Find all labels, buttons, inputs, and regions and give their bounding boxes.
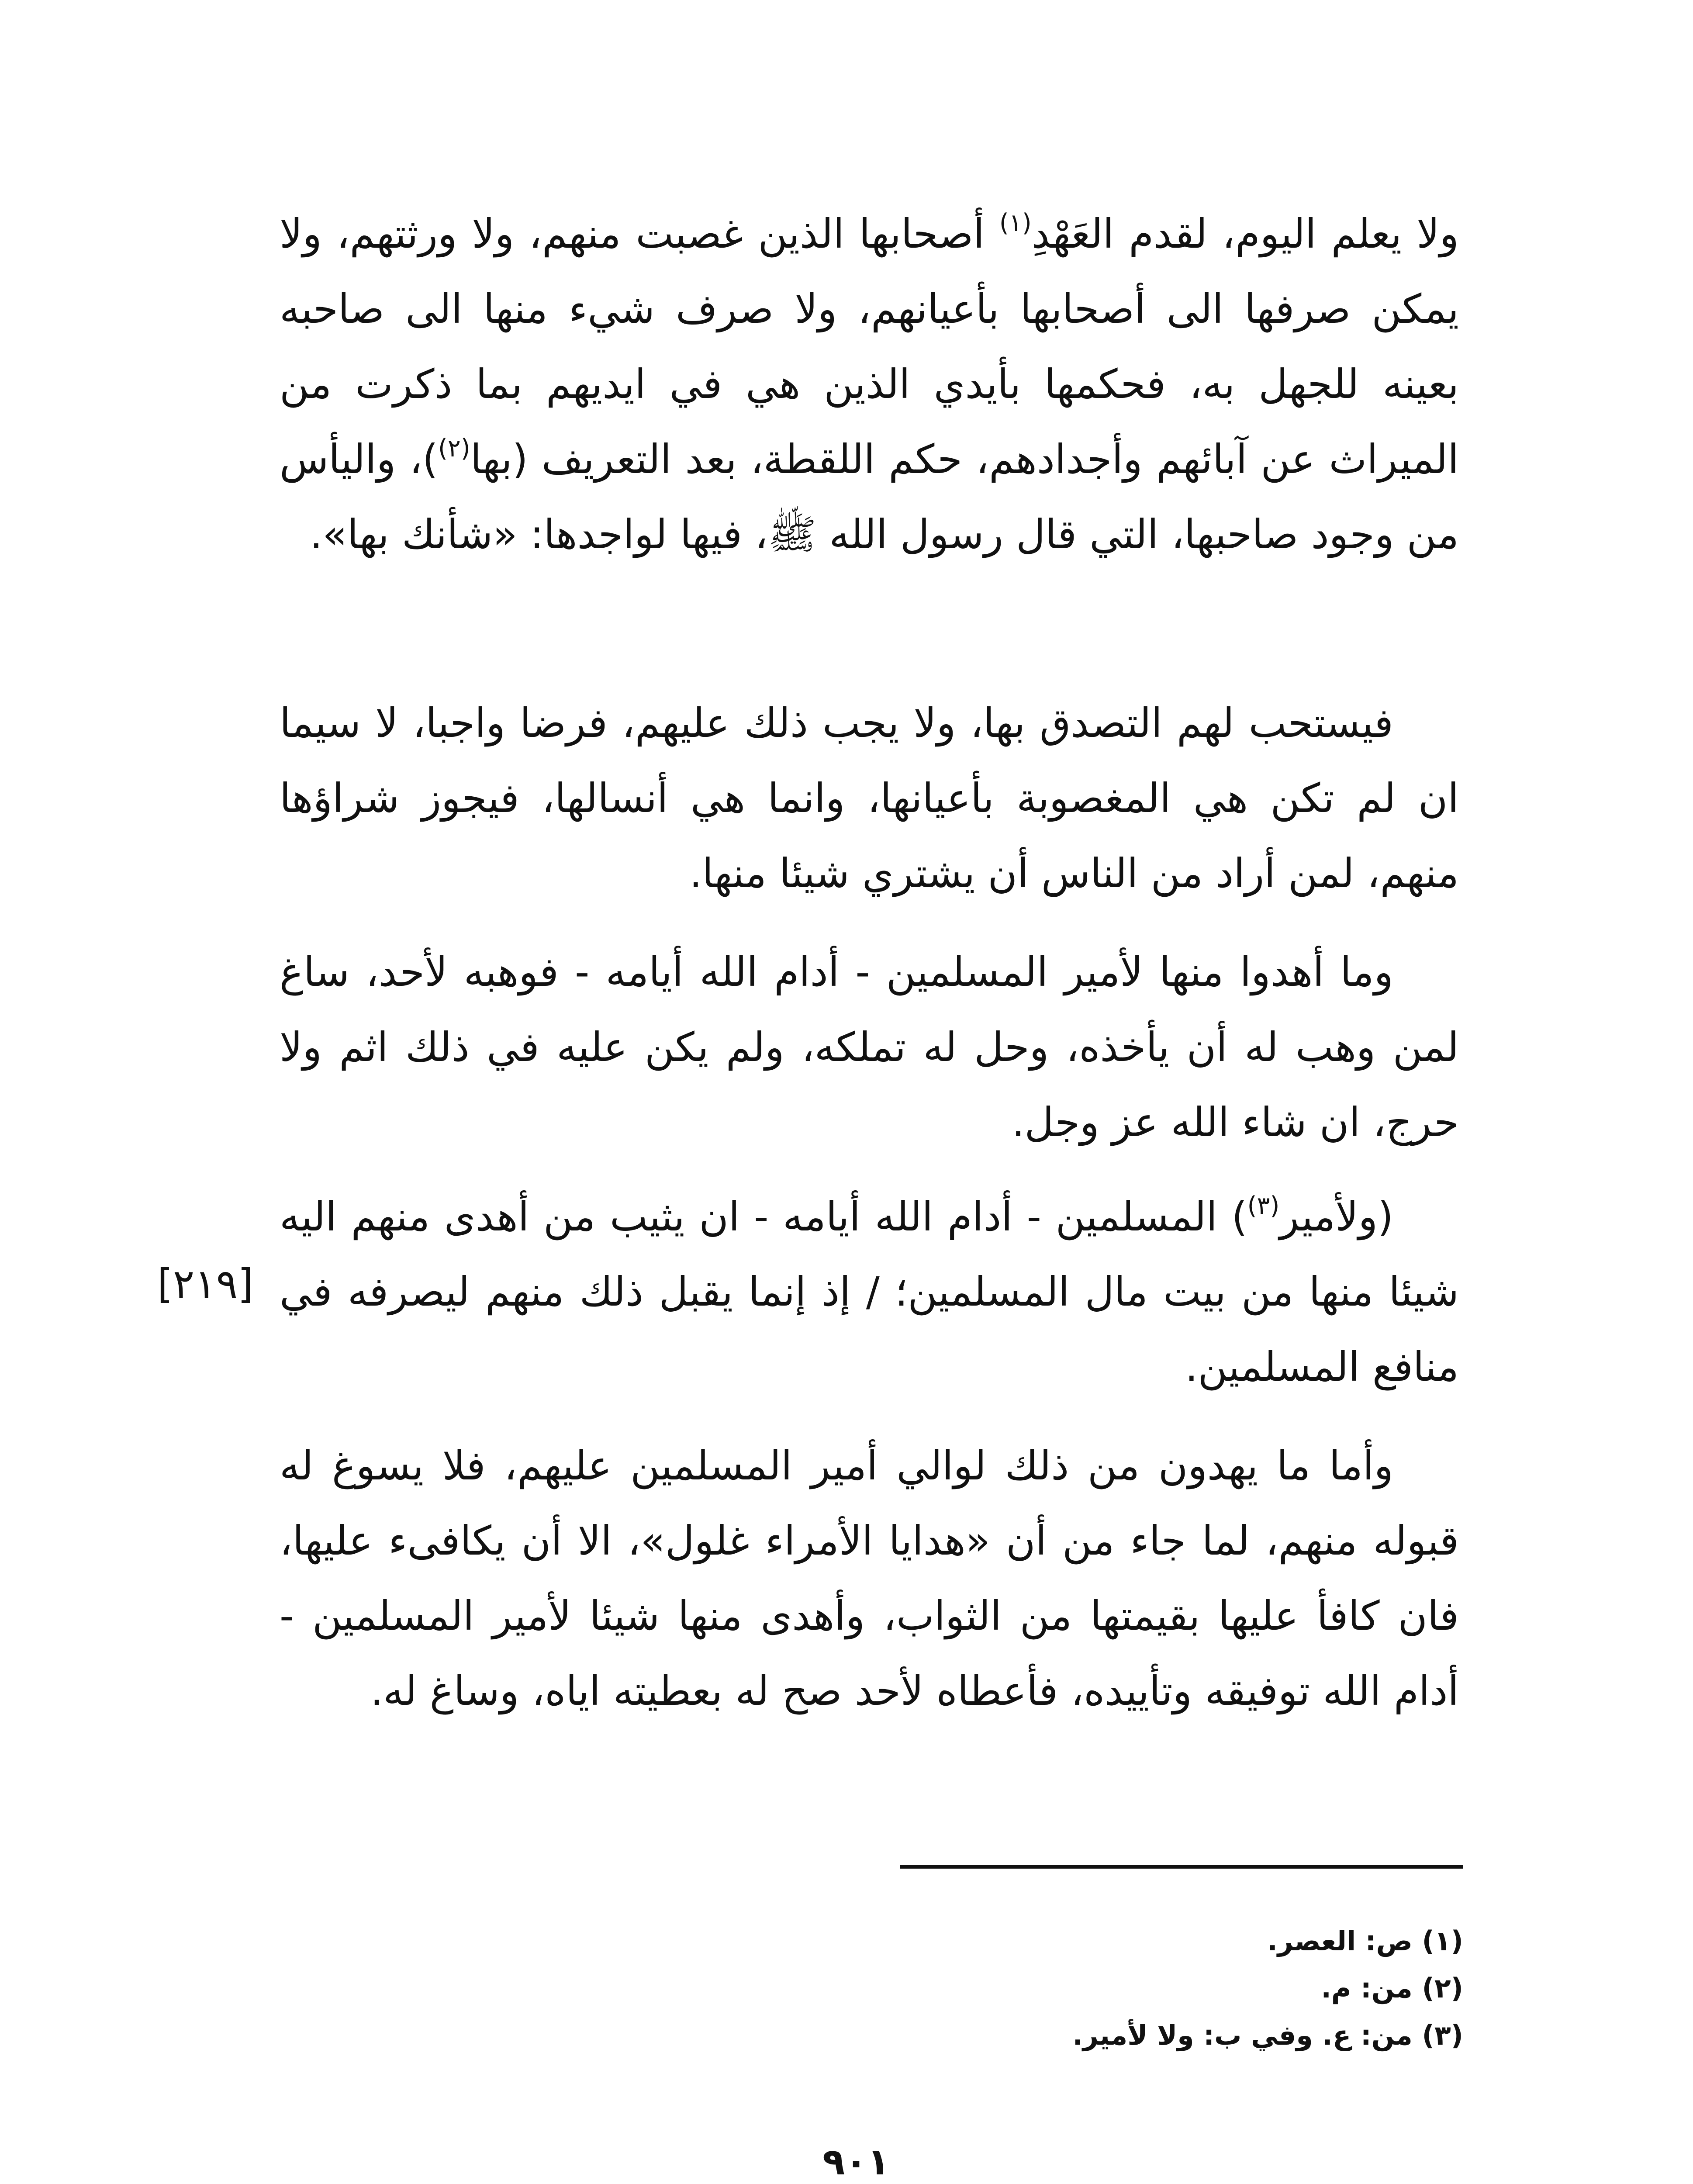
paragraph-4-text-end: ) المسلمين - أدام الله أيامه - ان يثيب من أهدى منهم اليه شيئا منها من بيت مال المسلمين؛ / إذ إنما يقبل ذلك منهم ليصرفه في منافع المسلمين. <box>280 1193 1459 1390</box>
footnote-3: (٣) من: ع. وفي ب: ولا لأمير. <box>1072 2019 1463 2051</box>
footnotes <box>874 1918 1463 2059</box>
paragraph-5 <box>280 1428 1459 1729</box>
page-number: ٩٠١ <box>822 2140 890 2183</box>
footnote-reference-2: (٢) <box>438 434 470 463</box>
manuscript-folio-marker: [٢١٩] <box>157 1261 254 1307</box>
footnote-reference-1: (١) <box>999 209 1032 237</box>
paragraph-1-text-start: ولا يعلم اليوم، لقدم العَهْدِ <box>1031 211 1459 257</box>
paragraph-3-text: وما أهدوا منها لأمير المسلمين - أدام الله أيامه - فوهبه لأحد، ساغ لمن وهب له أن يأخذه، وحل له تملكه، ولم يكن عليه في ذلك اثم ولا حرج، ان شاء الله عز وجل. <box>280 949 1459 1146</box>
footnote-1: (١) ص: العصر. <box>1267 1925 1463 1957</box>
paragraph-2-text: فيستحب لهم التصدق بها، ولا يجب ذلك عليهم، فرضا واجبا، لا سيما ان لم تكن هي المغصوبة بأعيانها، وانما هي أنسالها، فيجوز شراؤها منهم، لمن أراد من الناس أن يشتري شيئا منها. <box>280 700 1459 897</box>
paragraph-4-text-start: (ولأمير <box>1279 1193 1393 1240</box>
footnote-2: (٢) من: م. <box>1321 1972 1463 2004</box>
footnote-reference-3: (٣) <box>1247 1192 1280 1220</box>
paragraph-4 <box>280 1179 1459 1405</box>
footnote-divider <box>900 1865 1463 1869</box>
paragraph-1-text-end: )، واليأس من وجود صاحبها، التي قال رسول الله ﷺ، فيها لواجدها: «شأنك بها». <box>280 436 1459 558</box>
paragraph-1 <box>280 197 1459 572</box>
paragraph-1-text-middle: أصحابها الذين غصبت منهم، ولا ورثتهم، ولا يمكن صرفها الى أصحابها بأعيانهم، ولا صرف شيء منها الى صاحبه بعينه للجهل به، فحكمها بأيدي الذين هي في ايديهم بما ذكرت من الميراث عن آبائهم وأجدادهم، حكم اللقطة، بعد التعريف (بها <box>280 211 1459 483</box>
paragraph-5-text: وأما ما يهدون من ذلك لوالي أمير المسلمين عليهم، فلا يسوغ له قبوله منهم، لما جاء من أن «هدايا الأمراء غلول»، الا أن يكافىء عليها، فان كافأ عليها بقيمتها من الثواب، وأهدى منها شيئا لأمير المسلمين - أدام الله توفيقه وتأييده، فأعطاه لأحد صح له بعطيته اياه، وساغ له. <box>280 1442 1459 1714</box>
paragraph-3 <box>280 935 1459 1160</box>
paragraph-2 <box>280 686 1459 911</box>
